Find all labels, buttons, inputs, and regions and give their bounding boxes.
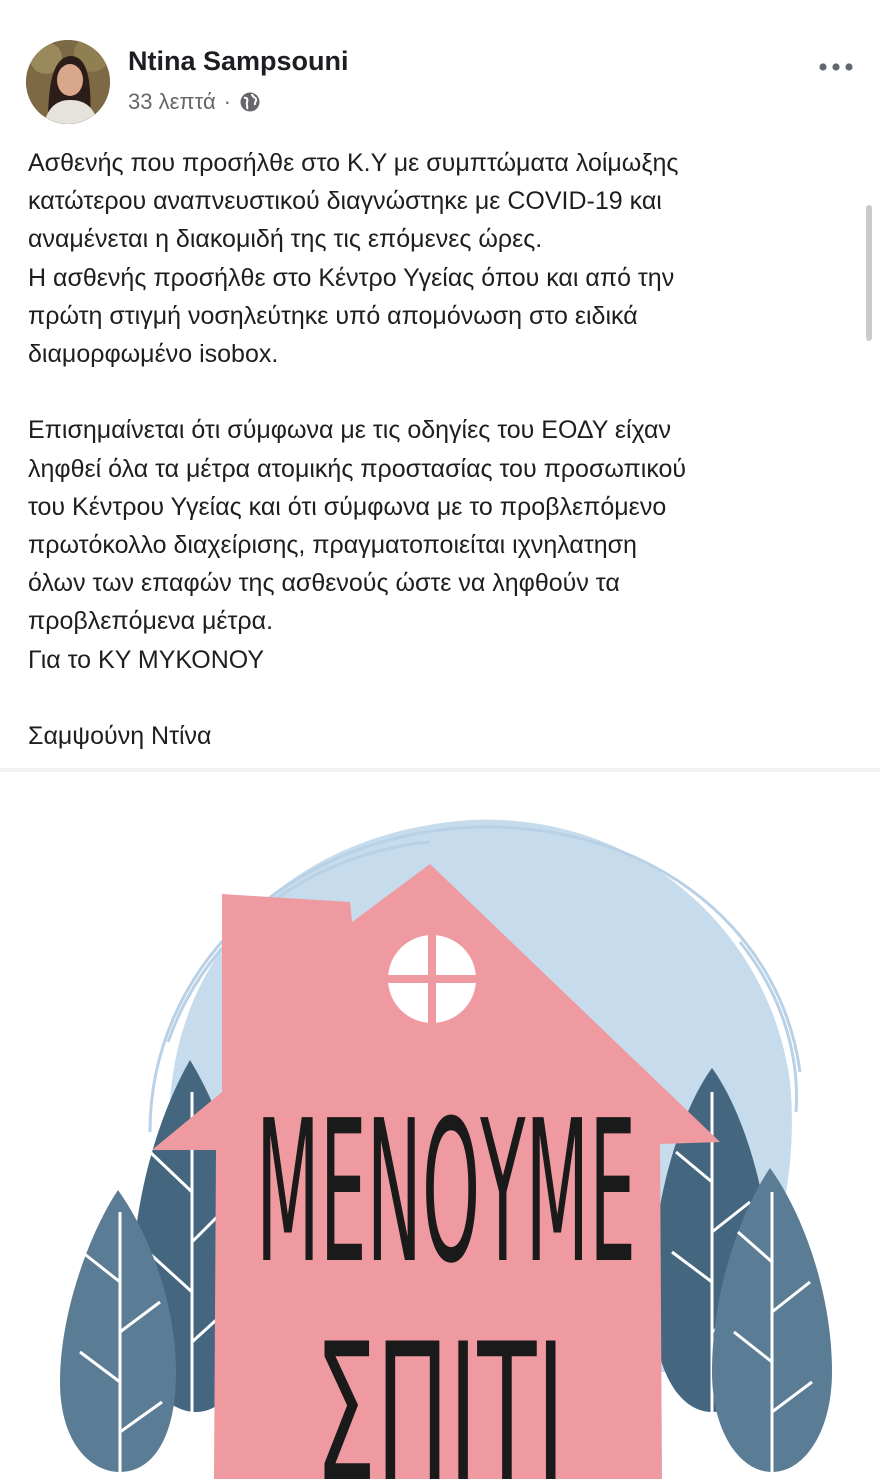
post-text-blank-line [28, 373, 848, 411]
stay-home-poster[interactable] [0, 772, 880, 1479]
post-meta [128, 88, 261, 116]
post-text-line: αναμένεται η διακομιδή της τις επόμενες ώρες. [28, 225, 543, 254]
author-name[interactable]: Ntina Sampsouni [128, 46, 349, 76]
post-text-line: Σαμψούνη Ντίνα [28, 722, 212, 751]
post-text-line: πρώτη στιγμή νοσηλεύτηκε υπό απομόνωση στο ειδικά [28, 301, 638, 330]
post-text-line: Η ασθενής προσήλθε στο Κέντρο Υγείας όπου και από την [28, 263, 675, 292]
post-text-line: προβλεπόμενα μέτρα. [28, 607, 274, 636]
more-options-icon [818, 62, 854, 72]
more-options-button[interactable] [816, 52, 856, 82]
post-text-line: πρωτόκολλο διαχείρισης, πραγματοποιείται ιχνηλατηση [28, 531, 637, 560]
post-text-line: του Κέντρου Υγείας και ότι σύμφωνα με το προβλεπόμενο [28, 492, 667, 521]
post-text-line: Ασθενής που προσήλθε στο Κ.Υ με συμπτώματα λοίμωξης [28, 149, 679, 177]
poster-text-line2: ΣΠΙΤΙ [315, 1303, 565, 1479]
round-window [388, 935, 476, 1023]
meta-separator: · [223, 89, 231, 114]
post-timestamp[interactable]: 33 λεπτά [128, 89, 216, 114]
post-text-blank-line [28, 679, 848, 717]
post-text-line: κατώτερου αναπνευστικού διαγνώστηκε με COVID-19 και [28, 187, 662, 216]
globe-icon [239, 91, 261, 113]
post-text [28, 144, 848, 755]
post-header [0, 0, 880, 130]
post-text-line: διαμορφωμένο isobox. [28, 340, 279, 369]
post-text-line: Για το ΚΥ ΜΥΚΟΝΟΥ [28, 645, 265, 674]
post-text-line: ληφθεί όλα τα μέτρα ατομικής προστασίας του προσωπικού [28, 454, 687, 483]
scrollbar-thumb[interactable] [866, 205, 872, 341]
poster-text-line1: ΜΕΝΟΥΜΕ [256, 1079, 636, 1307]
post-text-line: όλων των επαφών της ασθενούς ώστε να ληφθούν τα [28, 569, 620, 598]
post-text-line: Επισημαίνεται ότι σύμφωνα με τις οδηγίες του ΕΟΔΥ είχαν [28, 416, 671, 445]
author-avatar[interactable] [26, 40, 110, 124]
